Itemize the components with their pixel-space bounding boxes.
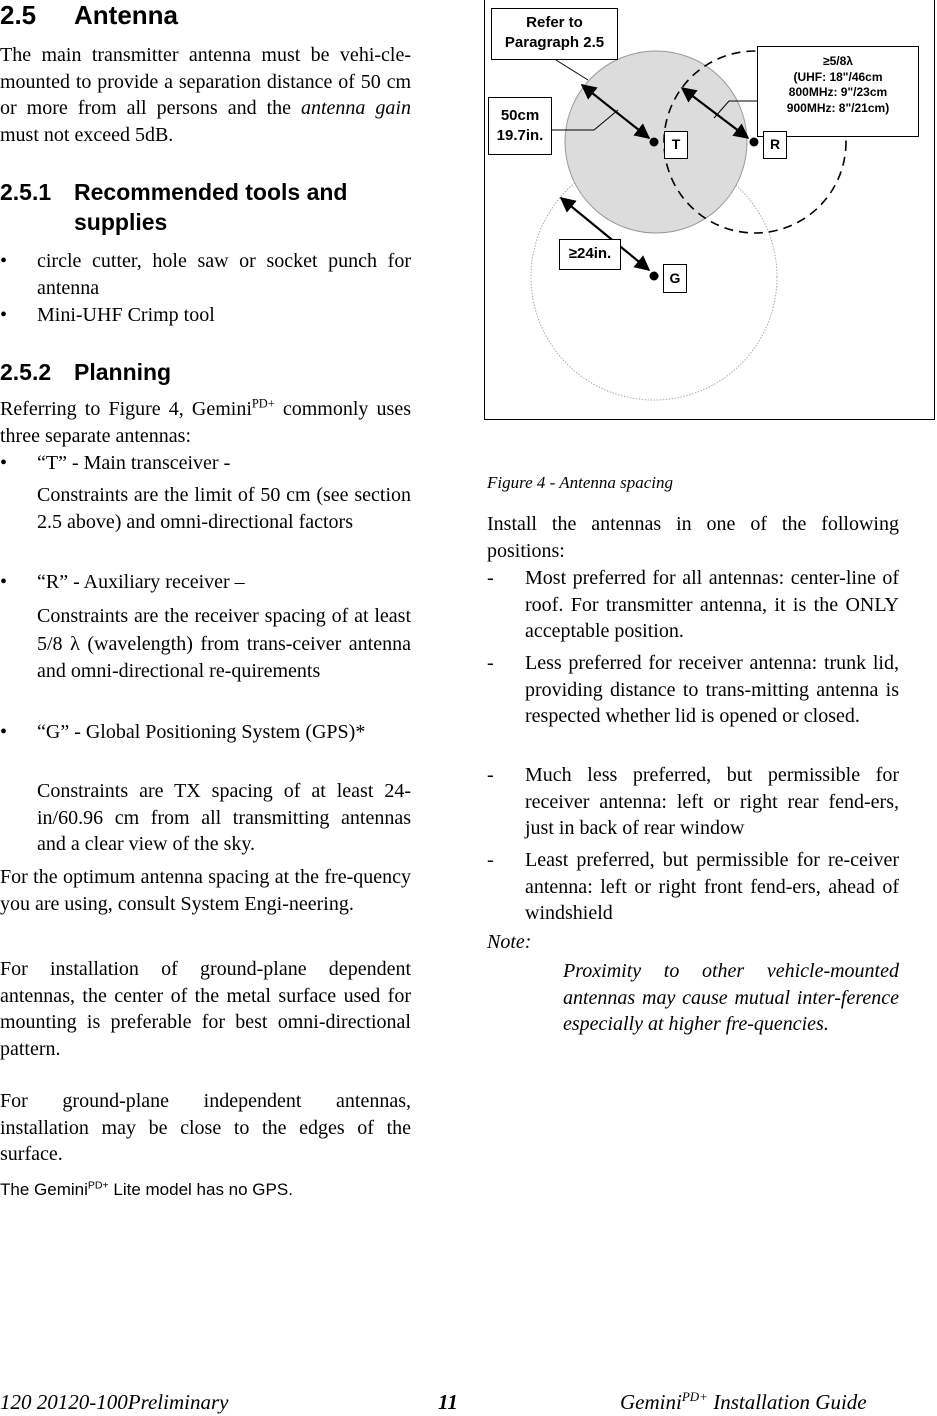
subsection-heading-planning bbox=[0, 357, 411, 387]
list-item-text: Less preferred for receiver antenna: trunk lid, providing distance to trans-mitting antenna is respected whether lid is opened or closed. bbox=[525, 652, 899, 727]
install-intro: Install the antennas in one of the following positions: bbox=[487, 513, 899, 562]
distance-label-gps: ≥24in. bbox=[559, 239, 621, 270]
list-item-text: Least preferred, but permissible for re-ceiver antenna: left or right front fend-ers, ahead of windshield bbox=[525, 849, 899, 924]
section-title: Antenna bbox=[74, 0, 178, 30]
refer-label-line: Paragraph 2.5 bbox=[504, 34, 605, 51]
bullet-icon: • bbox=[0, 571, 8, 593]
transmitter-dot bbox=[650, 138, 659, 147]
dash-marker: - bbox=[487, 764, 494, 786]
gps-note-text: The Gemini bbox=[0, 1180, 88, 1199]
bullet-icon: • bbox=[0, 304, 8, 326]
planning-text: Referring to Figure 4, Gemini bbox=[0, 398, 252, 420]
footer-title-text-end: Installation Guide bbox=[707, 1390, 867, 1414]
receiver-dot bbox=[750, 138, 759, 147]
note-label: Note: bbox=[487, 931, 532, 953]
gps-dot bbox=[650, 272, 659, 281]
subsection-number: 2.5.2 bbox=[0, 359, 52, 385]
bullet-icon: • bbox=[0, 452, 8, 474]
superscript: PD+ bbox=[681, 1389, 708, 1405]
distance-label-line: 19.7in. bbox=[496, 127, 544, 144]
antenna-detail: Constraints are the receiver spacing of at least 5/8 λ (wavelength) from trans-ceiver antenna and omni-directional re-quirements bbox=[37, 605, 411, 682]
planning-paragraph bbox=[0, 396, 411, 449]
intro-paragraph bbox=[0, 42, 411, 148]
antenna-label: “R” - Auxiliary receiver – bbox=[37, 571, 245, 593]
dash-marker: - bbox=[487, 567, 494, 589]
intro-emphasis: antenna gain bbox=[301, 97, 411, 119]
subsection-number: 2.5.1 bbox=[0, 179, 52, 205]
footer-title bbox=[620, 1390, 867, 1415]
antenna-label: “T” - Main transceiver - bbox=[37, 452, 231, 474]
distance-label-line: (UHF: 18"/46cm bbox=[793, 69, 883, 84]
antenna-detail: Constraints are TX spacing of at least 24-in/60.96 cm from all transmitting antennas and a clear view of the sky. bbox=[37, 780, 411, 855]
list-item-text: Much less preferred, but permissible for receiver antenna: left or right rear fend-ers, just in back of rear window bbox=[525, 764, 899, 839]
section-heading bbox=[0, 0, 178, 31]
distance-label-line: ≥5/8λ bbox=[823, 54, 853, 68]
paragraph-optimum: For the optimum antenna spacing at the fre-quency you are using, consult System Engi-neering. bbox=[0, 866, 411, 915]
page-number: 11 bbox=[438, 1390, 458, 1414]
note-body: Proximity to other vehicle-mounted antennas may cause mutual inter-ference especially at higher fre-quencies. bbox=[563, 960, 899, 1035]
distance-label-line: 900MHz: 8"/21cm) bbox=[786, 100, 890, 115]
paragraph-ground-independent: For ground-plane independent antennas, installation may be close to the edges of the surface. bbox=[0, 1090, 411, 1165]
distance-label-line: 800MHz: 9"/23cm bbox=[788, 85, 888, 99]
superscript: PD+ bbox=[87, 1179, 109, 1192]
distance-label-receiver bbox=[757, 46, 919, 137]
list-item-text: Most preferred for all antennas: center-line of roof. For transmitter antenna, it is the ONLY acceptable position. bbox=[525, 567, 899, 642]
list-item-text: circle cutter, hole saw or socket punch for antenna bbox=[37, 250, 411, 299]
subsection-heading-tools bbox=[0, 177, 411, 237]
bullet-icon: • bbox=[0, 250, 8, 272]
refer-label-line: Refer to bbox=[526, 14, 583, 31]
footer-title-text: Gemini bbox=[620, 1390, 682, 1414]
superscript: PD+ bbox=[251, 396, 275, 411]
gps-note bbox=[0, 1180, 293, 1200]
distance-label-transmitter bbox=[488, 97, 552, 155]
antenna-label-r: R bbox=[763, 131, 787, 159]
subsection-title: Recommended tools and supplies bbox=[74, 179, 348, 235]
antenna-label-t: T bbox=[664, 131, 688, 159]
list-item-text: Mini-UHF Crimp tool bbox=[37, 304, 215, 326]
dash-marker: - bbox=[487, 652, 494, 674]
section-number: 2.5 bbox=[0, 0, 37, 30]
antenna-label-g: G bbox=[663, 264, 687, 293]
subsection-title: Planning bbox=[74, 359, 172, 385]
planning-text-end: commonly uses three separate antennas: bbox=[0, 398, 411, 447]
intro-text-end: must not exceed 5dB. bbox=[0, 123, 174, 146]
leader-line-refer bbox=[556, 60, 588, 80]
footer-doc-id: 120 20120-100Preliminary bbox=[0, 1390, 229, 1414]
distance-label-line: 50cm bbox=[500, 107, 540, 124]
paragraph-ground-dependent: For installation of ground-plane dependent antennas, the center of the metal surface used for mounting is preferable for best omni-directional pattern. bbox=[0, 958, 411, 1060]
intro-text: The main transmitter antenna must be vehi-cle-mounted to provide a separation distance of 50 cm or more from all persons and the bbox=[0, 44, 411, 119]
bullet-icon: • bbox=[0, 721, 8, 743]
gps-note-text-end: Lite model has no GPS. bbox=[108, 1180, 293, 1199]
antenna-detail: Constraints are the limit of 50 cm (see section 2.5 above) and omni-directional factors bbox=[37, 484, 411, 533]
refer-label bbox=[491, 8, 618, 60]
dash-marker: - bbox=[487, 849, 494, 871]
antenna-label: “G” - Global Positioning System (GPS)* bbox=[37, 721, 366, 743]
figure-caption: Figure 4 - Antenna spacing bbox=[487, 473, 674, 492]
